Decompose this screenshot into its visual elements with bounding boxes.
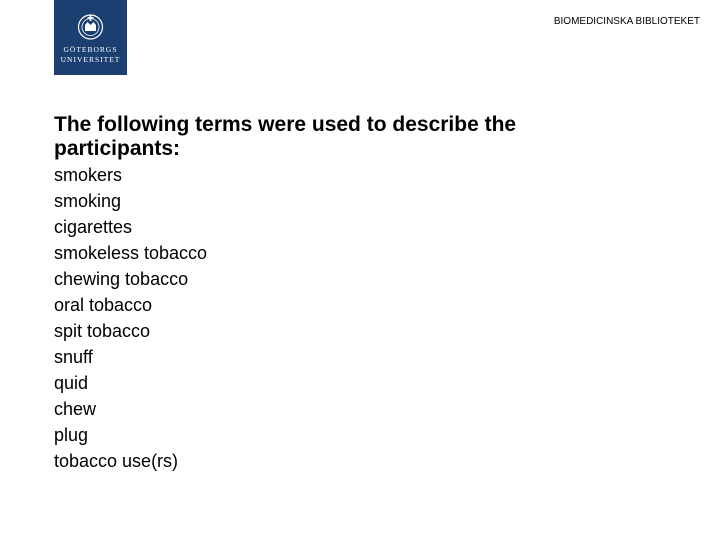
slide-title-line1: The following terms were used to describe the [54, 113, 517, 136]
library-name: BIOMEDICINSKA BIBLIOTEKET [553, 16, 700, 27]
university-seal-icon [54, 0, 127, 45]
list-item: cigarettes [54, 217, 133, 237]
list-item: smoking [54, 191, 122, 211]
list-item: chewing tobacco [54, 269, 189, 289]
term-list [54, 162, 207, 474]
list-item: snuff [54, 347, 93, 367]
logo-text-line1: GÖTEBORGS [63, 45, 118, 54]
list-item: spit tobacco [54, 321, 151, 341]
list-item: tobacco use(rs) [54, 451, 179, 471]
slide-title [54, 113, 654, 161]
list-item: smokeless tobacco [54, 243, 208, 263]
list-item: smokers [54, 165, 123, 185]
list-item: chew [54, 399, 97, 419]
list-item: quid [54, 373, 89, 393]
list-item: oral tobacco [54, 295, 153, 315]
slide-title-line2: participants: [54, 137, 181, 160]
list-item: plug [54, 425, 89, 445]
university-logo [54, 0, 127, 75]
logo-text-line2: UNIVERSITET [60, 55, 121, 64]
